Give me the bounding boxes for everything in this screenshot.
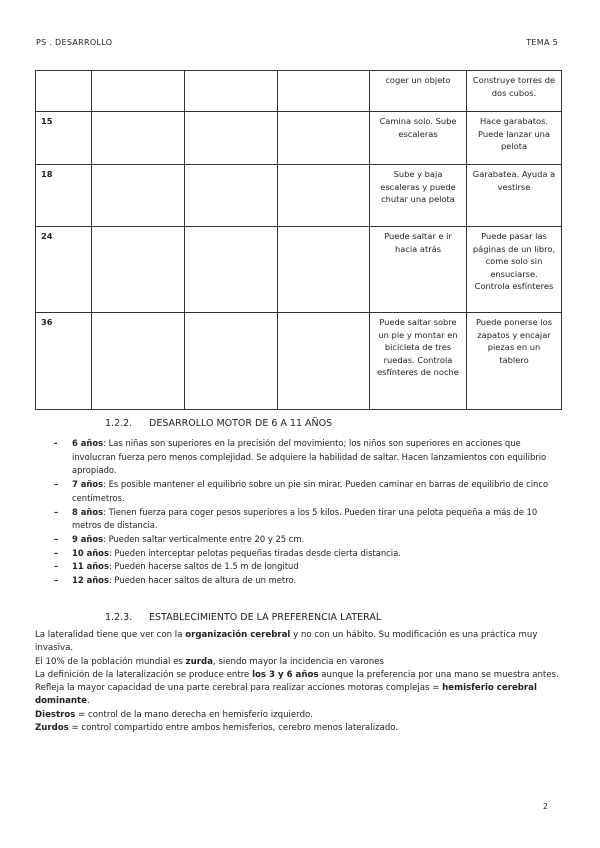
- section-heading-lateral: [105, 612, 381, 623]
- motor-development-list: [35, 437, 565, 588]
- text-run: = control compartido entre ambos hemisferios, cerebro menos lateralizado.: [68, 723, 399, 734]
- table-row: [36, 112, 562, 165]
- header-right: TEMA 5: [526, 38, 558, 47]
- table-row: [36, 71, 562, 112]
- item-text: : Tienen fuerza para coger pesos superiores a los 5 kilos. Pueden tirar una pelota pequeña a más de 10 metros de distancia.: [72, 506, 538, 531]
- list-item: [35, 506, 565, 533]
- text-run: aunque la preferencia por una mano se muestra antes.: [318, 669, 559, 680]
- text-run: La definición de la lateralización se produce entre: [35, 669, 253, 680]
- bullet-marker: –: [54, 506, 59, 517]
- bullet-marker: –: [54, 547, 59, 558]
- bullet-marker: –: [54, 533, 59, 544]
- age-cell: [36, 71, 92, 112]
- age-label: 6 años: [72, 438, 104, 448]
- text-run: Refleja la mayor capacidad de una parte cerebral para realizar acciones motoras complejas =: [35, 683, 443, 694]
- table-row: [36, 227, 562, 313]
- age-label: 9 años: [72, 533, 104, 544]
- age-label: 11 años: [72, 561, 109, 572]
- bold-term: organización cerebral: [185, 630, 291, 640]
- empty-cell: [278, 313, 370, 410]
- age-cell: 15: [36, 112, 92, 165]
- bullet-marker: –: [54, 561, 59, 572]
- item-text: : Es posible mantener el equilibrio sobre un pie sin mirar. Pueden caminar en barras de equilibrio de cinco centímetros.: [72, 479, 549, 503]
- age-label: 10 años: [72, 547, 109, 558]
- text-run: La lateralidad tiene que ver con la: [35, 630, 186, 640]
- item-text: : Las niñas son superiores en la precisión del movimiento; los niños son superiores en acciones que involucran fuerza pero menos complejidad. Se adquiere la habilidad de saltar. Hacen lanzamientos con equilibrio apropiado.: [72, 438, 547, 476]
- section-title: ESTABLECIMIENTO DE LA PREFERENCIA LATERAL: [149, 612, 382, 623]
- empty-cell: [278, 71, 370, 112]
- list-item: [35, 478, 565, 505]
- gross-motor-cell: Puede saltar sobre un pie y montar en bicicleta de tres ruedas. Controla esfínteres de noche: [370, 313, 467, 410]
- empty-cell: [185, 227, 278, 313]
- bold-term: los 3 y 6 años: [252, 669, 319, 680]
- list-item: [35, 437, 565, 478]
- fine-motor-cell: Puede ponerse los zapatos y encajar piezas en un tablero: [467, 313, 562, 410]
- age-label: 12 años: [72, 575, 109, 586]
- paragraph: [35, 682, 567, 709]
- empty-cell: [278, 227, 370, 313]
- list-item: [35, 533, 565, 547]
- gross-motor-cell: Camina solo. Sube escaleras: [370, 112, 467, 165]
- age-cell: 18: [36, 165, 92, 227]
- paragraph: [35, 722, 567, 735]
- empty-cell: [185, 313, 278, 410]
- text-run: , siendo mayor la incidencia en varones: [212, 656, 384, 667]
- item-text: : Pueden hacerse saltos de 1.5 m de longitud: [108, 561, 299, 572]
- fine-motor-cell: Garabatea. Ayuda a vestirse: [467, 165, 562, 227]
- text-run: .: [86, 696, 90, 707]
- empty-cell: [92, 165, 185, 227]
- empty-cell: [92, 313, 185, 410]
- bold-term: Diestros: [35, 709, 76, 720]
- paragraph: [35, 669, 567, 682]
- header-left: PS . DESARROLLO: [36, 38, 113, 47]
- gross-motor-cell: Sube y baja escaleras y puede chutar una pelota: [370, 165, 467, 227]
- section-number: 1.2.2.: [105, 418, 133, 429]
- text-run: El 10% de la población mundial es: [35, 656, 186, 667]
- paragraph: [35, 629, 567, 656]
- list-item: [35, 547, 565, 561]
- age-label: 7 años: [72, 479, 104, 490]
- laterality-text: [35, 629, 567, 735]
- fine-motor-cell: Construye torres de dos cubos.: [467, 71, 562, 112]
- section-title: DESARROLLO MOTOR DE 6 A 11 AÑOS: [149, 418, 333, 429]
- fine-motor-cell: Hace garabatos. Puede lanzar una pelota: [467, 112, 562, 165]
- table-row: [36, 313, 562, 410]
- paragraph: [35, 709, 567, 722]
- fine-motor-cell: Puede pasar las páginas de un libro, come solo sin ensuciarse. Controla esfínteres: [467, 227, 562, 313]
- empty-cell: [185, 71, 278, 112]
- paragraph: [35, 656, 567, 669]
- bold-term: zurda: [185, 656, 213, 667]
- gross-motor-cell: coger un objeto: [370, 71, 467, 112]
- list-item: [35, 574, 565, 588]
- development-table: [35, 70, 562, 410]
- age-label: 8 años: [72, 506, 104, 517]
- bullet-marker: –: [54, 575, 59, 586]
- empty-cell: [185, 165, 278, 227]
- bold-term: hemisferio cerebral dominante: [35, 683, 537, 707]
- section-heading-motor: [105, 418, 332, 429]
- empty-cell: [278, 112, 370, 165]
- empty-cell: [92, 227, 185, 313]
- bullet-marker: -: [54, 438, 58, 448]
- empty-cell: [278, 165, 370, 227]
- bullet-marker: –: [54, 479, 59, 490]
- text-run: y no con un hábito. Su modificación es una práctica muy invasiva.: [35, 630, 538, 654]
- text-run: = control de la mano derecha en hemisferio izquierdo.: [75, 709, 313, 720]
- table-row: [36, 165, 562, 227]
- section-number: 1.2.3.: [105, 612, 133, 623]
- item-text: : Pueden hacer saltos de altura de un metro.: [108, 575, 297, 586]
- item-text: : Pueden interceptar pelotas pequeñas tiradas desde cierta distancia.: [108, 547, 401, 558]
- bold-term: Zurdos: [35, 723, 69, 734]
- age-cell: 24: [36, 227, 92, 313]
- empty-cell: [185, 112, 278, 165]
- page-number: 2: [543, 802, 548, 811]
- gross-motor-cell: Puede saltar e ir hacia atrás: [370, 227, 467, 313]
- empty-cell: [92, 112, 185, 165]
- age-cell: 36: [36, 313, 92, 410]
- list-item: [35, 560, 565, 574]
- empty-cell: [92, 71, 185, 112]
- item-text: : Pueden saltar verticalmente entre 20 y 25 cm.: [103, 533, 305, 544]
